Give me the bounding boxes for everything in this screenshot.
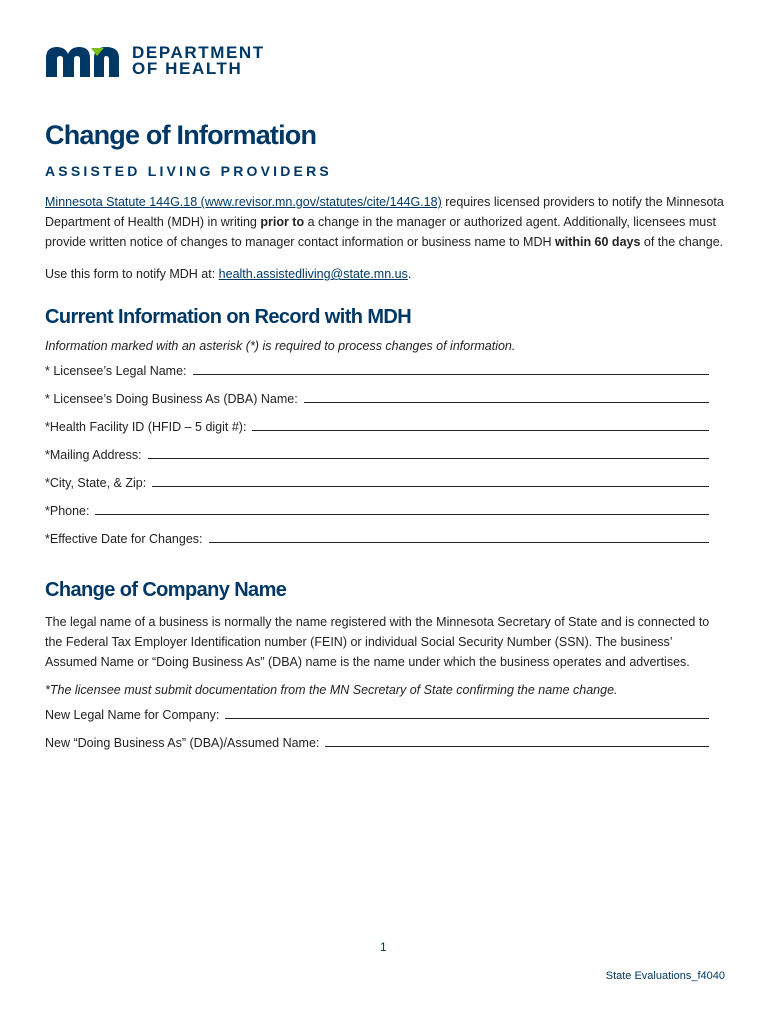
legal-name-input[interactable] [193, 362, 709, 375]
field-effective-date [45, 529, 709, 549]
field-hfid [45, 417, 709, 437]
company-name-paragraph: The legal name of a business is normally the name registered with the Minnesota Secretary of State and is connected to the Federal Tax Employer Identification number (FEIN) or individual Social Security Number (SSN). The business’ Assumed Name or “Doing Business As” (DBA) name is the name under which the business operates and advertises. [45, 615, 710, 669]
field-label: New Legal Name for Company: [45, 708, 220, 722]
new-dba-name-input[interactable] [325, 734, 709, 747]
logo-text [132, 45, 265, 77]
field-phone [45, 501, 709, 521]
field-city-state-zip [45, 473, 709, 493]
section-company-name-heading: Change of Company Name [45, 579, 287, 601]
hfid-input[interactable] [252, 418, 709, 431]
use-form-paragraph [45, 264, 725, 284]
mailing-address-input[interactable] [148, 446, 709, 459]
field-new-dba-name [45, 733, 709, 753]
use-form-text: Use this form to notify MDH at: [45, 267, 219, 281]
field-mailing-address [45, 445, 709, 465]
intro-bold-1: prior to [260, 215, 305, 229]
dba-name-input[interactable] [304, 390, 709, 403]
page-title: Change of Information [45, 120, 317, 150]
field-label: *Mailing Address: [45, 448, 142, 462]
field-label: *Health Facility ID (HFID – 5 digit #): [45, 420, 247, 434]
intro-text-3: of the change. [640, 235, 724, 249]
effective-date-input[interactable] [209, 530, 710, 543]
field-label: * Licensee’s Doing Business As (DBA) Name: [45, 392, 298, 406]
mn-logo-icon [44, 44, 124, 78]
field-label: New “Doing Business As” (DBA)/Assumed Name: [45, 736, 320, 750]
phone-input[interactable] [95, 502, 709, 515]
use-form-end: . [407, 267, 412, 281]
footer-form-id: State Evaluations_f4040 [605, 970, 725, 982]
field-dba-name [45, 389, 709, 409]
logo-line-1: DEPARTMENT [132, 43, 265, 62]
email-link[interactable]: health.assistedliving@state.mn.us [218, 267, 408, 281]
page-subtitle: ASSISTED LIVING PROVIDERS [45, 163, 332, 179]
field-legal-name [45, 361, 709, 381]
field-new-legal-name [45, 705, 709, 725]
intro-text-2: a change in the manager or authorized agent. Additionally, licensees must provide written notice of changes to manager contact information or business name to MDH [45, 215, 716, 249]
mdh-logo [44, 44, 265, 78]
field-label: *Phone: [45, 504, 90, 518]
section-current-info-heading: Current Information on Record with MDH [45, 306, 412, 328]
statute-link[interactable]: Minnesota Statute 144G.18 (www.revisor.mn.gov/statutes/cite/144G.18) [45, 195, 442, 209]
new-legal-name-input[interactable] [225, 706, 709, 719]
intro-text-1: requires licensed providers to notify the Minnesota Department of Health (MDH) in writing [45, 195, 724, 229]
city-state-zip-input[interactable] [152, 474, 709, 487]
page-number: 1 [380, 940, 387, 954]
field-label: *Effective Date for Changes: [45, 532, 203, 546]
field-label: *City, State, & Zip: [45, 476, 147, 490]
field-label: * Licensee’s Legal Name: [45, 364, 187, 378]
logo-line-2: OF HEALTH [132, 59, 243, 78]
required-note: Information marked with an asterisk (*) is required to process changes of information. [45, 339, 516, 353]
intro-paragraph [45, 192, 725, 252]
intro-bold-2: within 60 days [554, 235, 641, 249]
secretary-of-state-note: *The licensee must submit documentation from the MN Secretary of State confirming the name change. [45, 683, 618, 697]
form-content [45, 120, 725, 753]
